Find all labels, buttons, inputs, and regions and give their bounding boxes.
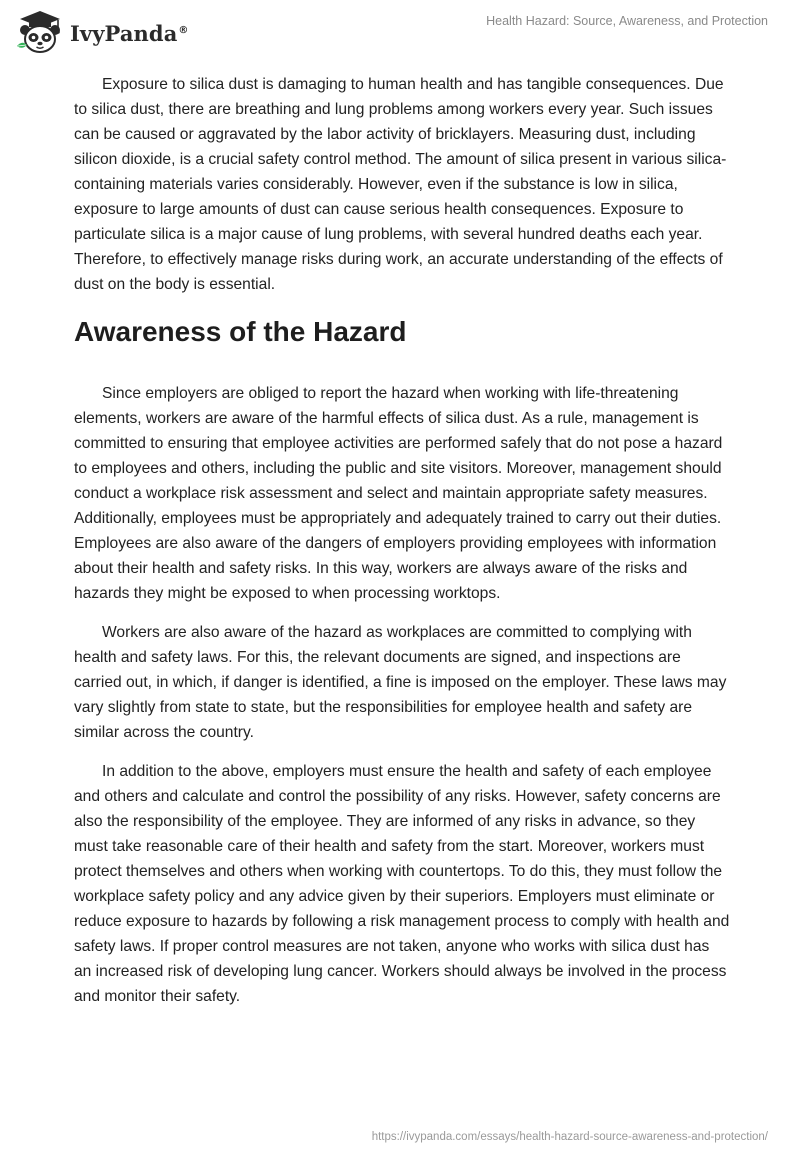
brand-logo-link[interactable]: [14, 9, 189, 55]
essay-content: [74, 72, 730, 1023]
registered-mark: ®: [178, 24, 189, 36]
brand-name-text: IvyPanda: [70, 20, 178, 46]
intro-paragraph: Exposure to silica dust is damaging to human health and has tangible consequences. Due to silica dust, there are breathing and lung problems among workers every year. Such issues can be caused or aggravated by the labor activity of bricklayers. Measuring dust, including silicon dioxide, is a crucial safety control method. The amount of silica present in various silica-containing materials varies considerably. However, even if the substance is low in silica, exposure to large amounts of dust can cause serious health consequences. Exposure to particulate silica is a major cause of lung problems, with several hundred deaths each year. Therefore, to effectively manage risks during work, an accurate understanding of the effects of dust on the body is essential.: [74, 76, 727, 293]
source-url-link[interactable]: https://ivypanda.com/essays/health-hazard-source-awareness-and-protection/: [371, 1131, 768, 1143]
brand-name: [70, 21, 189, 46]
section-heading: Awareness of the Hazard: [74, 316, 407, 347]
panda-graduate-logo-icon: [14, 9, 66, 55]
body-paragraph: Since employers are obliged to report the hazard when working with life-threatening elements, workers are aware of the harmful effects of silica dust. As a rule, management is committed to ensuring that employee activities are performed safely that do not pose a hazard to employees and others, including the public and site visitors. Moreover, management should conduct a workplace risk assessment and select and maintain appropriate safety measures. Additionally, employees must be appropriately and adequately trained to carry out their duties. Employees are also aware of the dangers of employers providing employees with information about their health and safety risks. In this way, workers are always aware of the risks and hazards they might be exposed to when processing worktops.: [74, 385, 723, 602]
body-paragraph: Workers are also aware of the hazard as workplaces are committed to complying with health and safety laws. For this, the relevant documents are signed, and inspections are carried out, in which, if danger is identified, a fine is imposed on the employer. These laws may vary slightly from state to state, but the responsibilities for employee health and safety are similar across the country.: [74, 624, 727, 741]
body-paragraph: In addition to the above, employers must ensure the health and safety of each employee and others and calculate and control the possibility of any risks. However, safety concerns are also the responsibility of the employee. They are informed of any risks in advance, so they must take reasonable care of their health and safety from the start. Moreover, workers must protect themselves and others when working with countertops. To do this, they must follow the workplace safety policy and any advice given by their superiors. Employers must eliminate or reduce exposure to hazards by following a risk management process to comply with health and safety laws. If proper control measures are not taken, anyone who works with silica dust has an increased risk of developing lung cancer. Workers should always be involved in the process and monitor their safety.: [74, 763, 730, 1005]
page-header: [0, 0, 800, 64]
document-title: Health Hazard: Source, Awareness, and Protection: [486, 14, 768, 28]
